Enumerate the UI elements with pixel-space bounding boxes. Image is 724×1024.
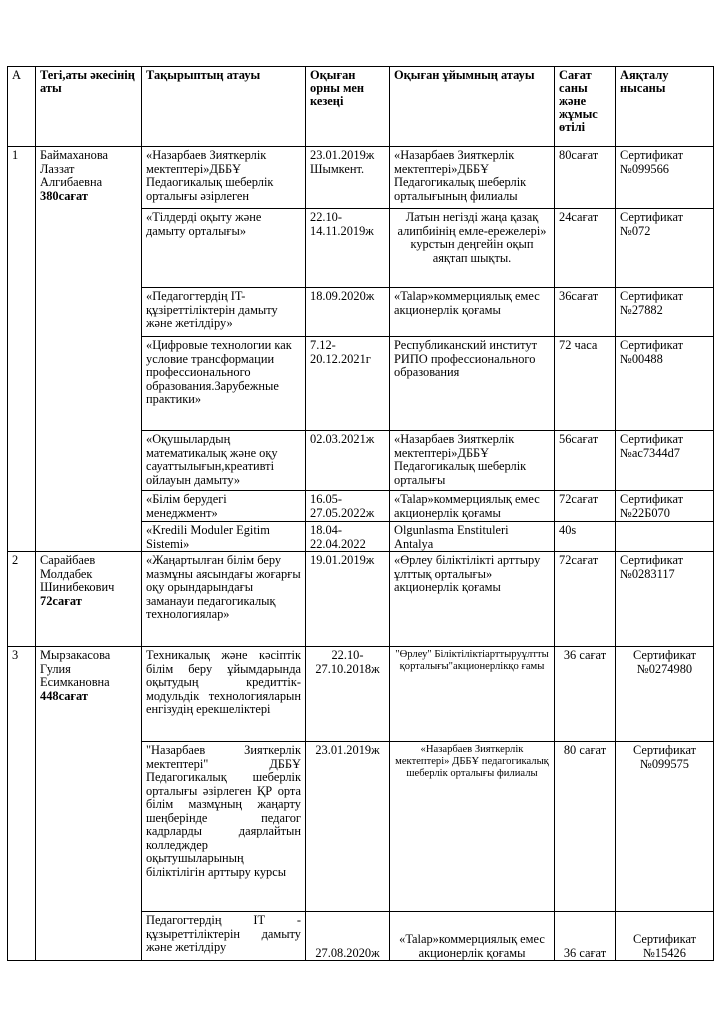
header-row [8, 67, 714, 147]
person-cell [36, 147, 142, 552]
course-topic: "Назарбаев Зияткерлік мектептері" ДББҰ Педагогикалық шеберлік орталығы әзірлеген ҚР орта білім мазмұның жаңарту шеңберінде педагог кадрларды даярлайтын колледждер оқытушыларының біліктілігін арттыру курсы [142, 742, 306, 912]
person-total-hours: 72сағат [40, 593, 82, 608]
person-name: Мырзакасова Гулия Есимкановна [40, 648, 111, 689]
person-number: 2 [8, 552, 36, 647]
course-topic: Педагогтердің IT - құзыреттіліктерін дамыту және жетілдіру [142, 912, 306, 961]
course-period: 02.03.2021ж [306, 431, 390, 491]
course-org: «Talap»коммерциялық емес акционерлік қоғамы [390, 912, 555, 961]
course-certificate: Сертификат №27882 [616, 288, 714, 337]
course-org: «Talap»коммерциялық емес акционерлік қоғамы [390, 288, 555, 337]
course-hours: 72сағат [555, 491, 616, 522]
course-org: «Өрлеу біліктілікті арттыру ұлттық орталығы» акционерлік қоғамы [390, 552, 555, 647]
person-name: Баймаханова Лаззат Алгибаевна [40, 148, 109, 189]
course-hours: 36сағат [555, 288, 616, 337]
header-hours: Сағат саны және жұмыс өтілі [555, 67, 616, 147]
person-name: Сарайбаев Молдабек Шинибекович [40, 553, 115, 594]
person-cell [36, 552, 142, 647]
course-hours: 80сағат [555, 147, 616, 209]
person-cell [36, 647, 142, 961]
course-topic: «Назарбаев Зияткерлік мектептері»ДББҰ Педаогикалық шеберлік орталығы әзірлеген [142, 147, 306, 209]
course-certificate: Сертификат №00488 [616, 337, 714, 431]
header-name: Тегі,аты әкесінің аты [36, 67, 142, 147]
course-org: Республиканский институт РИПО профессионального образования [390, 337, 555, 431]
course-period: 27.08.2020ж [306, 912, 390, 961]
header-topic: Тақырыптың атауы [142, 67, 306, 147]
header-period: Оқыған орны мен кезеңі [306, 67, 390, 147]
course-topic: «Kredili Moduler Egitim Sistemi» [142, 522, 306, 552]
course-org: "Өрлеу" Біліктіліктіарттыруұлтты қорталығы"акционерлікқо ғамы [390, 647, 555, 742]
course-hours: 56сағат [555, 431, 616, 491]
course-hours: 36 сағат [555, 912, 616, 961]
course-topic: «Білім берудегі менеджмент» [142, 491, 306, 522]
course-certificate: Сертификат №099575 [616, 742, 714, 912]
courses-table [7, 66, 714, 961]
course-org: «Talap»коммерциялық емес акционерлік қоғамы [390, 491, 555, 522]
course-certificate: Сертификат №22Б070 [616, 491, 714, 522]
person-total-hours: 380сағат [40, 188, 89, 203]
course-hours: 36 сағат [555, 647, 616, 742]
course-topic: «Педагогтердің IT-құзіреттіліктерін дамыту және жетілдіру» [142, 288, 306, 337]
course-hours: 24сағат [555, 209, 616, 288]
course-period: 22.10-14.11.2019ж [306, 209, 390, 288]
header-cert: Аяқталу нысаны [616, 67, 714, 147]
course-topic: «Жаңартылған білім беру мазмұны аясындағы жоғарғы оқу орындарындағы заманауи педагогикалық технологиялар» [142, 552, 306, 647]
course-period: 23.01.2019ж [306, 742, 390, 912]
person-number: 3 [8, 647, 36, 961]
course-org: «Назарбаев Зияткерлік мектептері»ДББҰ Педагогикалық шеберлік орталығы [390, 431, 555, 491]
course-certificate: Сертификат №0283117 [616, 552, 714, 647]
course-certificate: Сертификат №ас7344d7 [616, 431, 714, 491]
course-period: 16.05-27.05.2022ж [306, 491, 390, 522]
course-topic: Техникалық және кәсіптік білім беру ұйымдарында оқытудың кредиттік-модульдік технологияларын енгізудің ерекшеліктері [142, 647, 306, 742]
table-row [8, 552, 714, 647]
course-hours: 72 часа [555, 337, 616, 431]
course-topic: «Тілдерді оқыту және дамыту орталығы» [142, 209, 306, 288]
course-period: 22.10-27.10.2018ж [306, 647, 390, 742]
course-topic: «Оқушылардың математикалық және оқу сауаттылығын,креативті ойлауын дамыту» [142, 431, 306, 491]
course-period: 7.12-20.12.2021г [306, 337, 390, 431]
course-org: «Назарбаев Зияткерлік мектептері» ДББҰ педагогикалық шеберлік орталығы филиалы [390, 742, 555, 912]
course-certificate: Сертификат №15426 [616, 912, 714, 961]
course-period: 18.09.2020ж [306, 288, 390, 337]
table-row [8, 647, 714, 742]
course-hours: 72сағат [555, 552, 616, 647]
course-hours: 40s [555, 522, 616, 552]
header-org: Оқыған ұйымның атауы [390, 67, 555, 147]
person-number: 1 [8, 147, 36, 552]
course-certificate: Сертификат №0274980 [616, 647, 714, 742]
course-period: 19.01.2019ж [306, 552, 390, 647]
course-period: 18.04-22.04.2022 [306, 522, 390, 552]
course-certificate: Сертификат №072 [616, 209, 714, 288]
course-org: Olgunlasma Enstituleri Antalya [390, 522, 555, 552]
header-num: А [8, 67, 36, 147]
table-row [8, 147, 714, 209]
course-hours: 80 сағат [555, 742, 616, 912]
course-org: «Назарбаев Зияткерлік мектептері»ДББҰ Педагогикалық шеберлік орталығының филиалы [390, 147, 555, 209]
course-topic: «Цифровые технологии как условие трансформации профессионального образования.Зарубежные практики» [142, 337, 306, 431]
course-certificate: Сертификат №099566 [616, 147, 714, 209]
course-certificate [616, 522, 714, 552]
person-total-hours: 448сағат [40, 688, 89, 703]
course-period: 23.01.2019ж Шымкент. [306, 147, 390, 209]
course-org: Латын негізді жаңа қазақ алипбиінің емле-ережелері» курстын деңгейін оқып аяқтап шықты. [390, 209, 555, 288]
